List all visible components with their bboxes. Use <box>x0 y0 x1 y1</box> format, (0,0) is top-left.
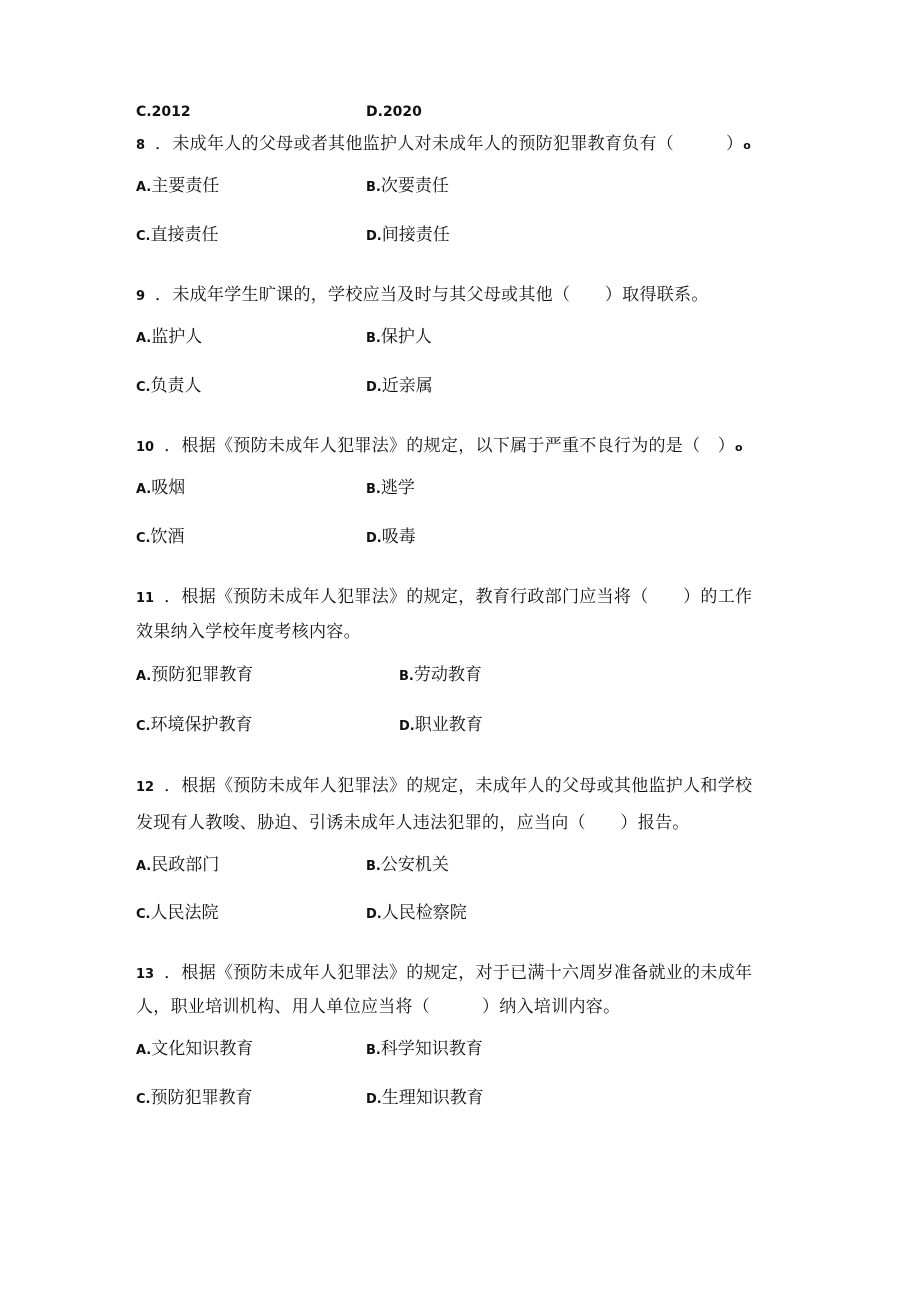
question-text: ．根据《预防未成年人犯罪法》的规定，未成年人的父母或其他监护人和学校 <box>164 776 753 796</box>
question-number: 10 <box>136 440 155 455</box>
q7-option-c: C.2012 <box>136 104 191 120</box>
q9-option-c: C.负责人 <box>136 376 202 396</box>
q8-option-d: D.间接责任 <box>366 225 450 245</box>
q10-option-c: C.饮酒 <box>136 527 185 547</box>
question-number: 8 <box>136 138 146 153</box>
question-text: ．根据《预防未成年人犯罪法》的规定，教育行政部门应当将（ ）的工作 <box>164 587 753 607</box>
question-13-line-2: 人，职业培训机构、用人单位应当将（ ）纳入培训内容。 <box>136 997 621 1017</box>
question-number: 9 <box>136 289 146 304</box>
question-11-line-2: 效果纳入学校年度考核内容。 <box>136 622 361 642</box>
question-number: 12 <box>136 780 155 795</box>
q11-option-c: C.环境保护教育 <box>136 715 253 735</box>
q11-option-b: B.劳动教育 <box>399 665 482 685</box>
q7-option-d: D.2020 <box>366 104 422 120</box>
question-text: ．未成年学生旷课的，学校应当及时与其父母或其他（ ）取得联系。 <box>155 285 709 305</box>
question-text: ．未成年人的父母或者其他监护人对未成年人的预防犯罪教育负有（ ） <box>155 134 744 154</box>
q12-option-b: B.公安机关 <box>366 855 449 875</box>
question-number: 13 <box>136 967 155 982</box>
q9-option-a: A.监护人 <box>136 327 203 347</box>
q8-option-a: A.主要责任 <box>136 176 220 196</box>
q10-option-b: B.逃学 <box>366 478 415 498</box>
question-tail: o <box>735 441 743 454</box>
q8-option-c: C.直接责任 <box>136 225 219 245</box>
question-text: ．根据《预防未成年人犯罪法》的规定，对于已满十六周岁准备就业的未成年 <box>164 963 753 983</box>
question-12 <box>136 775 752 799</box>
q13-option-c: C.预防犯罪教育 <box>136 1088 253 1108</box>
q12-option-c: C.人民法院 <box>136 903 219 923</box>
q13-option-b: B.科学知识教育 <box>366 1039 483 1059</box>
q13-option-d: D.生理知识教育 <box>366 1088 484 1108</box>
q13-option-a: A.文化知识教育 <box>136 1039 254 1059</box>
question-10 <box>136 435 743 459</box>
question-9 <box>136 284 709 308</box>
question-text: ．根据《预防未成年人犯罪法》的规定，以下属于严重不良行为的是（ ） <box>164 436 735 456</box>
question-12-line-2: 发现有人教唆、胁迫、引诱未成年人违法犯罪的，应当向（ ）报告。 <box>136 813 690 833</box>
q11-option-d: D.职业教育 <box>399 715 483 735</box>
question-8 <box>136 133 751 157</box>
q12-option-a: A.民政部门 <box>136 855 220 875</box>
q11-option-a: A.预防犯罪教育 <box>136 665 254 685</box>
question-11 <box>136 586 752 610</box>
q8-option-b: B.次要责任 <box>366 176 449 196</box>
q9-option-b: B.保护人 <box>366 327 432 347</box>
q12-option-d: D.人民检察院 <box>366 903 467 923</box>
question-13 <box>136 962 752 986</box>
q10-option-d: D.吸毒 <box>366 527 416 547</box>
q9-option-d: D.近亲属 <box>366 376 433 396</box>
question-number: 11 <box>136 591 155 606</box>
question-tail: o <box>743 139 751 152</box>
q10-option-a: A.吸烟 <box>136 478 186 498</box>
